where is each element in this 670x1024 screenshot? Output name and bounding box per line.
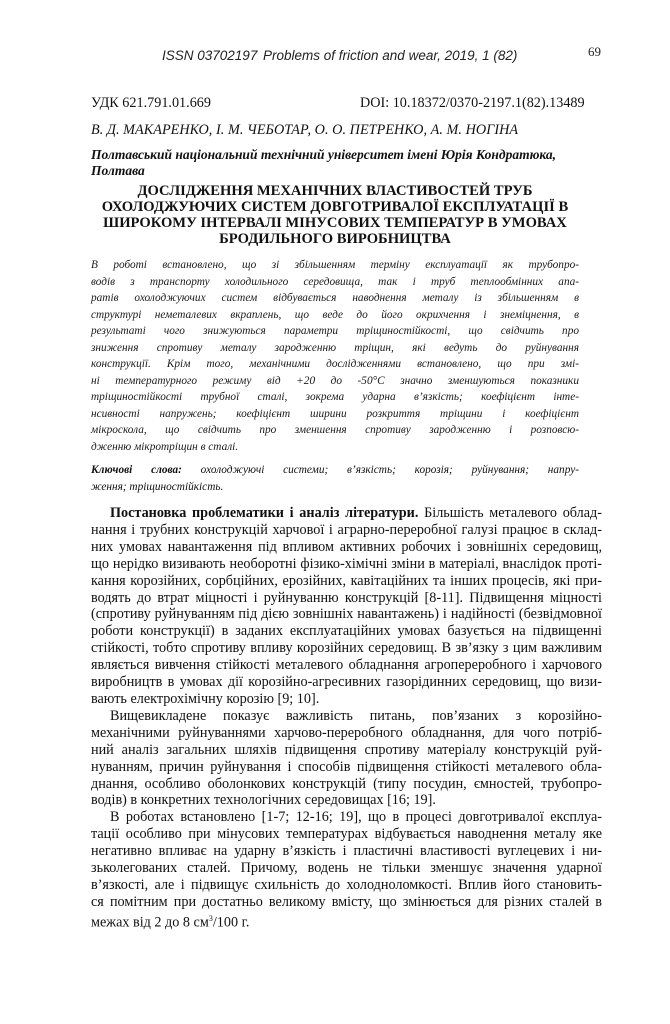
- title-line-3: ШИРОКОМУ ІНТЕРВАЛІ МІНУСОВИХ ТЕМПЕРАТУР В УМОВАХ: [103, 215, 567, 231]
- authors: В. Д. МАКАРЕНКО, І. М. ЧЕБОТАР, О. О. ПЕТРЕНКО, А. М. НОГІНА: [91, 122, 519, 138]
- abstract-line: дженню мікротріщин в сталі.: [91, 440, 239, 453]
- body-line: що нерідко визивають необоротні фізико-хімічні зміни в матеріалі, внаслідок проті-: [91, 555, 602, 572]
- body-line: ся помітним при достатньо великому вмісту, що змінюється для різних сталей в: [91, 893, 602, 910]
- keywords-text: охолоджуючі системи; в’язкість; корозія; руйнування; напру-: [181, 464, 579, 476]
- keywords-line-1: [91, 462, 579, 479]
- body-line: зьколегованих сталей. Причому, водень не тільки зменшує значення ударної: [91, 860, 602, 877]
- affiliation-line-1: Полтавський національний технічний університет імені Юрія Кондратюка,: [91, 147, 557, 162]
- keywords-label: Ключові слова:: [91, 464, 182, 476]
- title-line-1: ДОСЛІДЖЕННЯ МЕХАНІЧНИХ ВЛАСТИВОСТЕЙ ТРУБ: [137, 183, 533, 199]
- body-line: виробництв в умовах дії корозійно-агресивних газорідинних середовищ, що визи-: [91, 674, 602, 691]
- body-line: водять до втрат міцності і руйнуванню конструкцій [8-11]. Підвищення міцності: [91, 589, 602, 606]
- keywords-line-2: ження; тріщиностійкість.: [91, 480, 224, 493]
- page-number: 69: [588, 44, 601, 59]
- body-line: стійкості, тобто спротиву впливу корозійних середовищ. В зв’язку з цим важливим: [91, 640, 602, 657]
- keywords: [91, 462, 579, 495]
- abstract-line: конструкції. Крім того, механічними дослідженнями встановлено, що при змі-: [91, 358, 579, 370]
- body-line: вають електрохімічну корозію [9; 10].: [91, 690, 320, 707]
- paragraph-2-first-line: Вищевикладене показує важливість питань, пов’язаних з корозійно-: [110, 707, 602, 724]
- abstract-line: структурі неметалевих вкраплень, що веде до його окрихчення і знеміцнення, в: [91, 308, 579, 321]
- title-line-2: ОХОЛОДЖУЮЧИХ СИСТЕМ ДОВГОТРИВАЛОЇ ЕКСПЛУАТАЦІЇ В: [101, 199, 569, 215]
- abstract: [91, 257, 579, 455]
- abstract-line: результаті чого знижуються параметри тріщиностійкості, що свідчить про: [91, 325, 579, 337]
- abstract-line: мікроскола, що свідчить про зменшення спротиву зародженню і розповсю-: [91, 424, 579, 436]
- abstract-line: ні температурного режиму від +20 до -50°С значно зменшуються показники: [91, 374, 579, 387]
- superscript: 3: [208, 913, 213, 923]
- issn: ISSN 03702197: [162, 48, 258, 63]
- body-line: негативно впливає на ударну в’язкість і пластичні властивості вуглецевих і ни-: [91, 843, 602, 860]
- paragraph-1-text: Більшість металевого облад-: [418, 505, 602, 521]
- abstract-line: В роботі встановлено, що зі збільшенням терміну експлуатації як трубопро-: [91, 259, 579, 271]
- abstract-line: водів з транспорту холодильного середовища, так і труб теплообмінних апа-: [91, 275, 579, 288]
- title-line-4: БРОДИЛЬНОГО ВИРОБНИЦТВА: [219, 231, 451, 247]
- body-line: механічними руйнуваннями харчово-переробного обладнання, для чого потріб-: [91, 724, 602, 741]
- body-line: днання, особливо оболонкових конструкцій (типу посудин, ємностей, трубопро-: [91, 775, 602, 792]
- body-line: них умовах навантаження під впливом активних робочих і зовнішніх середовищ,: [91, 538, 602, 555]
- body-line: роботи конструкції) в заданих експлуатаційних умовах базується на підвищенні: [91, 623, 602, 640]
- body-text: [91, 505, 602, 931]
- affiliation-line-2: Полтава: [91, 163, 145, 178]
- doi: DOI: 10.18372/0370-2197.1(82).13489: [360, 95, 585, 111]
- body-line: водів) в конкретних технологічних середовищах [16; 19].: [91, 792, 436, 809]
- body-line: кання корозійних, сорбційних, ерозійних, кавітаційних та інших процесів, які при-: [91, 572, 602, 589]
- last-line-suffix: /100 г.: [212, 914, 250, 931]
- abstract-line: нсивності напружень; коефіцієнт ширини розкриття тріщини і коефіцієнт: [91, 407, 579, 420]
- body-line: нуванням, причин руйнування і способів підвищення стійкості металевого обла-: [91, 758, 602, 775]
- body-line: ний аналіз загальних шляхів підвищення спротиву матеріалу конструкцій руй-: [91, 741, 602, 758]
- udk-code: УДК 621.791.01.669: [91, 95, 211, 111]
- body-line: нання і трубних конструкцій харчової і аграрно-переробної галузі працює в склад-: [91, 521, 602, 538]
- body-line: в’язкості, але і підвищує схильність до холодноломкості. Вплив його становить-: [91, 876, 602, 893]
- abstract-line: зниження спротиву металу зародженню тріщин, які ведуть до руйнування: [91, 341, 579, 354]
- last-line-text: межах від 2 до 8 см: [91, 914, 209, 931]
- abstract-line: тріщиностійкості трубної сталі, зокрема ударна в’язкість; коефіцієнт інте-: [91, 391, 579, 403]
- section-heading: Постановка проблематики і аналіз літератури.: [110, 505, 419, 521]
- article-title: [100, 183, 570, 247]
- paragraph-1-first-line: [91, 505, 602, 522]
- abstract-line: ратів охолоджуючих систем відбувається наводнення металу із збільшенням в: [91, 292, 579, 304]
- body-line: (спротиву руйнуванням під дією зовнішніх навантажень) і надійності (безвідмовної: [91, 606, 602, 623]
- paragraph-3-first-line: В роботах встановлено [1-7; 12-16; 19], що в процесі довготривалої експлуа-: [110, 809, 602, 826]
- body-line: являється вивчення стійкості металевого обладнання агропереробного і харчового: [91, 657, 602, 674]
- body-last-line: [91, 911, 602, 932]
- journal-title: Problems of friction and wear, 2019, 1 (82): [263, 48, 518, 63]
- body-line: тації особливо при мінусових температурах відбувається наводнення металу яке: [91, 826, 602, 843]
